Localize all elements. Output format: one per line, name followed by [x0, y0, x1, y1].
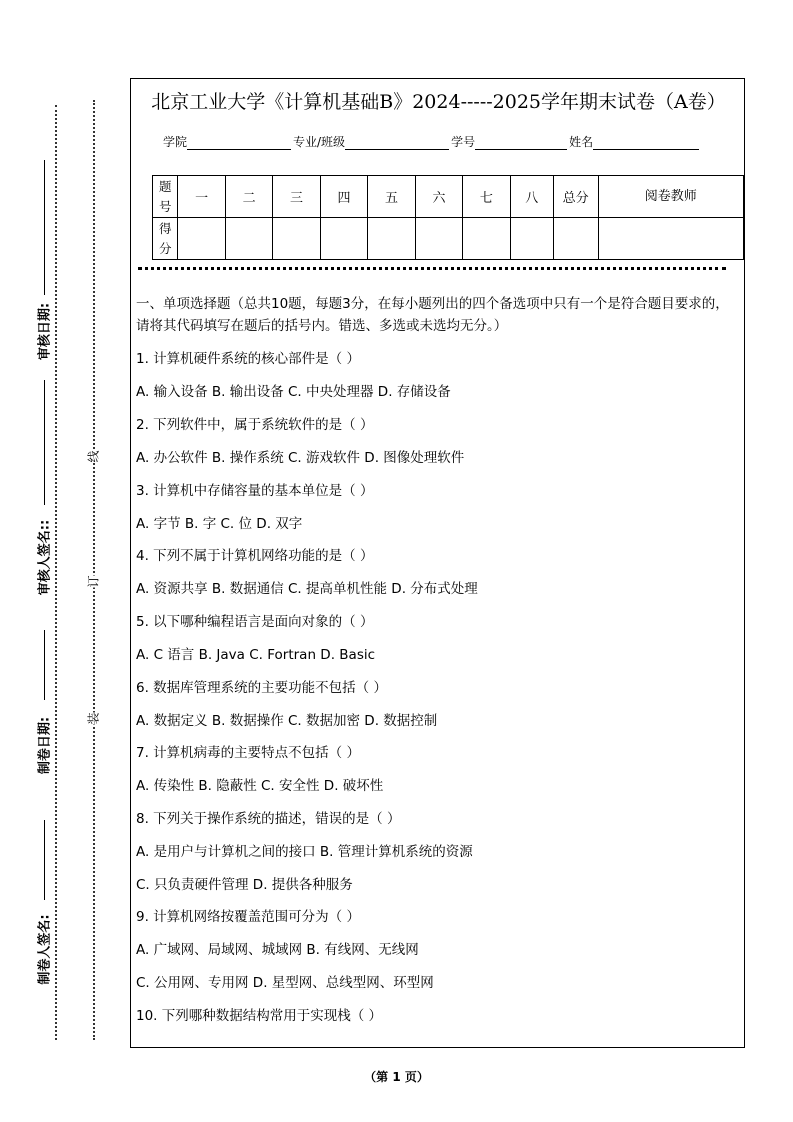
reviewer-sign-label: 审核人签名:: — [37, 519, 53, 596]
q6-stem: 6. 数据库管理系统的主要功能不包括（ ） — [136, 680, 387, 696]
student-id-label: 学号 — [451, 135, 476, 149]
make-date-label: 制卷日期: — [37, 716, 53, 775]
q5-stem: 5. 以下哪种编程语言是面向对象的（ ） — [136, 614, 374, 630]
binding-mark-bind: 装 — [86, 712, 101, 725]
score-cell-7[interactable] — [463, 218, 510, 260]
major-field[interactable] — [345, 137, 449, 150]
q9-stem: 9. 计算机网络按覆盖范围可分为（ ） — [136, 909, 360, 925]
q7-options: A. 传染性 B. 隐蔽性 C. 安全性 D. 破坏性 — [136, 778, 384, 794]
reviewer-sign-line — [44, 380, 45, 505]
q2-stem: 2. 下列软件中，属于系统软件的是（ ） — [136, 417, 374, 433]
col-8: 八 — [510, 176, 553, 218]
score-cell-2[interactable] — [225, 218, 272, 260]
q6-options: A. 数据定义 B. 数据操作 C. 数据加密 D. 数据控制 — [136, 713, 438, 729]
col-2: 二 — [225, 176, 272, 218]
binding-mark-line: 线 — [86, 450, 101, 463]
score-label: 得分 — [153, 218, 178, 260]
page-number: （第 1 页） — [364, 1070, 429, 1084]
score-cell-3[interactable] — [273, 218, 320, 260]
q8-stem: 8. 下列关于操作系统的描述，错误的是（ ） — [136, 811, 401, 827]
maker-sign-line — [44, 820, 45, 900]
score-row — [153, 218, 744, 260]
exam-title: 北京工业大学《计算机基础B》2024-----2025学年期末试卷（A卷） — [151, 91, 726, 113]
score-cell-6[interactable] — [415, 218, 462, 260]
q8-options-cd: C. 只负责硬件管理 D. 提供各种服务 — [136, 877, 353, 893]
q1-options: A. 输入设备 B. 输出设备 C. 中央处理器 D. 存储设备 — [136, 384, 451, 400]
q9-options-ab: A. 广域网、局域网、城域网 B. 有线网、无线网 — [136, 942, 419, 958]
q3-options: A. 字节 B. 字 C. 位 D. 双字 — [136, 516, 303, 532]
binding-dotted-line-inner — [93, 100, 95, 1040]
col-3: 三 — [273, 176, 320, 218]
binding-dotted-line-outer — [55, 105, 57, 1040]
q1-stem: 1. 计算机硬件系统的核心部件是（ ） — [136, 351, 360, 367]
name-field[interactable] — [593, 137, 699, 150]
maker-sign-label: 制卷人签名: — [37, 914, 53, 985]
q3-stem: 3. 计算机中存储容量的基本单位是（ ） — [136, 483, 374, 499]
col-5: 五 — [368, 176, 415, 218]
student-info-row — [163, 133, 701, 150]
binding-mark-staple: 订 — [86, 575, 101, 588]
col-1: 一 — [178, 176, 225, 218]
name-label: 姓名 — [569, 135, 594, 149]
col-total: 总分 — [553, 176, 598, 218]
score-cell-8[interactable] — [510, 218, 553, 260]
col-4: 四 — [320, 176, 367, 218]
college-field[interactable] — [187, 137, 291, 150]
q7-stem: 7. 计算机病毒的主要特点不包括（ ） — [136, 745, 360, 761]
col-7: 七 — [463, 176, 510, 218]
q4-stem: 4. 下列不属于计算机网络功能的是（ ） — [136, 548, 374, 564]
dotted-separator — [138, 267, 726, 270]
q8-options-ab: A. 是用户与计算机之间的接口 B. 管理计算机系统的资源 — [136, 844, 473, 860]
major-label: 专业/班级 — [293, 135, 346, 149]
make-date-line — [44, 630, 45, 700]
q10-stem: 10. 下列哪种数据结构常用于实现栈（ ） — [136, 1008, 383, 1024]
college-label: 学院 — [163, 135, 188, 149]
q5-options: A. C 语言 B. Java C. Fortran D. Basic — [136, 647, 376, 663]
score-cell-total[interactable] — [553, 218, 598, 260]
exam-frame — [130, 78, 745, 1048]
question-number-row — [153, 176, 744, 218]
question-number-label: 题号 — [153, 176, 178, 218]
col-grader: 阅卷教师 — [598, 176, 743, 218]
score-table — [152, 175, 744, 260]
score-cell-4[interactable] — [320, 218, 367, 260]
review-date-label: 审核日期: — [37, 302, 53, 361]
student-id-field[interactable] — [475, 137, 567, 150]
review-date-line — [44, 160, 45, 295]
score-cell-1[interactable] — [178, 218, 225, 260]
q4-options: A. 资源共享 B. 数据通信 C. 提高单机性能 D. 分布式处理 — [136, 581, 478, 597]
q2-options: A. 办公软件 B. 操作系统 C. 游戏软件 D. 图像处理软件 — [136, 450, 465, 466]
q9-options-cd: C. 公用网、专用网 D. 星型网、总线型网、环型网 — [136, 975, 434, 991]
score-cell-5[interactable] — [368, 218, 415, 260]
score-cell-grader[interactable] — [598, 218, 743, 260]
col-6: 六 — [415, 176, 462, 218]
section-1-intro: 一、单项选择题（总共10题，每题3分，在每小题列出的四个备选项中只有一个是符合题目要求的，请将其代码填写在题后的括号内。错选、多选或未选均无分。） — [136, 296, 729, 334]
